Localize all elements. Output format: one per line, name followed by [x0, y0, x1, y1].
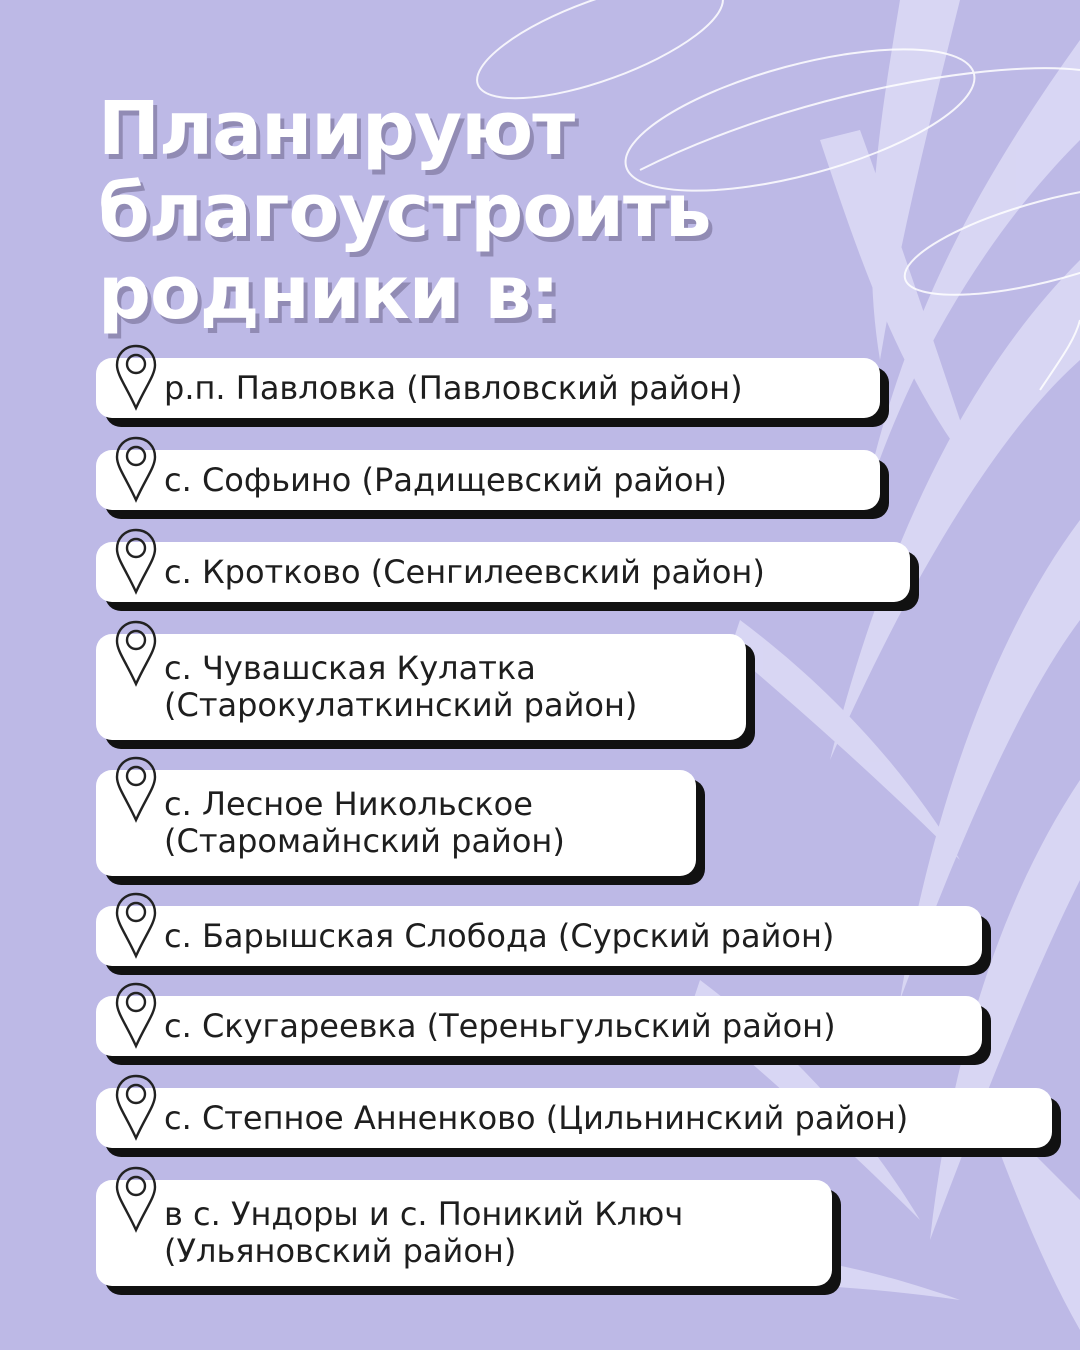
title-line: Планируют — [98, 86, 575, 172]
list-item — [96, 1088, 1052, 1148]
location-text: с. Скугареевка (Тереньгульский район) — [164, 1006, 836, 1045]
title-line: родники в: — [98, 250, 559, 336]
location-text: (Ульяновский район) — [164, 1232, 517, 1270]
list-item — [96, 996, 982, 1056]
title-line: благоустроить — [98, 168, 711, 254]
location-card — [96, 358, 880, 418]
list-item — [96, 770, 696, 876]
location-text: с. Чувашская Кулатка — [164, 649, 536, 687]
location-pin-icon — [114, 1164, 158, 1234]
page-title — [98, 88, 711, 334]
location-card — [96, 1088, 1052, 1148]
location-text: с. Лесное Никольское — [164, 785, 533, 823]
location-pin-icon — [114, 618, 158, 688]
location-text: с. Барышская Слобода (Сурский район) — [164, 916, 835, 955]
location-card — [96, 906, 982, 966]
list-item — [96, 634, 746, 740]
location-card — [96, 450, 880, 510]
location-card — [96, 634, 746, 740]
location-text: р.п. Павловка (Павловский район) — [164, 368, 743, 407]
location-pin-icon — [114, 980, 158, 1050]
location-pin-icon — [114, 754, 158, 824]
list-item — [96, 1180, 832, 1286]
location-text: (Старокулаткинский район) — [164, 686, 638, 724]
list-item — [96, 358, 880, 418]
list-item — [96, 542, 910, 602]
list-item — [96, 450, 880, 510]
location-pin-icon — [114, 342, 158, 412]
location-text: с. Степное Анненково (Цильнинский район) — [164, 1098, 909, 1137]
location-text: с. Кротково (Сенгилеевский район) — [164, 552, 765, 591]
location-pin-icon — [114, 434, 158, 504]
list-item — [96, 906, 982, 966]
location-text: (Старомайнский район) — [164, 822, 565, 860]
location-text: с. Софьино (Радищевский район) — [164, 460, 727, 499]
location-card — [96, 770, 696, 876]
location-pin-icon — [114, 526, 158, 596]
location-card — [96, 542, 910, 602]
location-pin-icon — [114, 1072, 158, 1142]
location-card — [96, 996, 982, 1056]
location-card — [96, 1180, 832, 1286]
location-text: в с. Ундоры и с. Поникий Ключ — [164, 1195, 684, 1233]
location-pin-icon — [114, 890, 158, 960]
